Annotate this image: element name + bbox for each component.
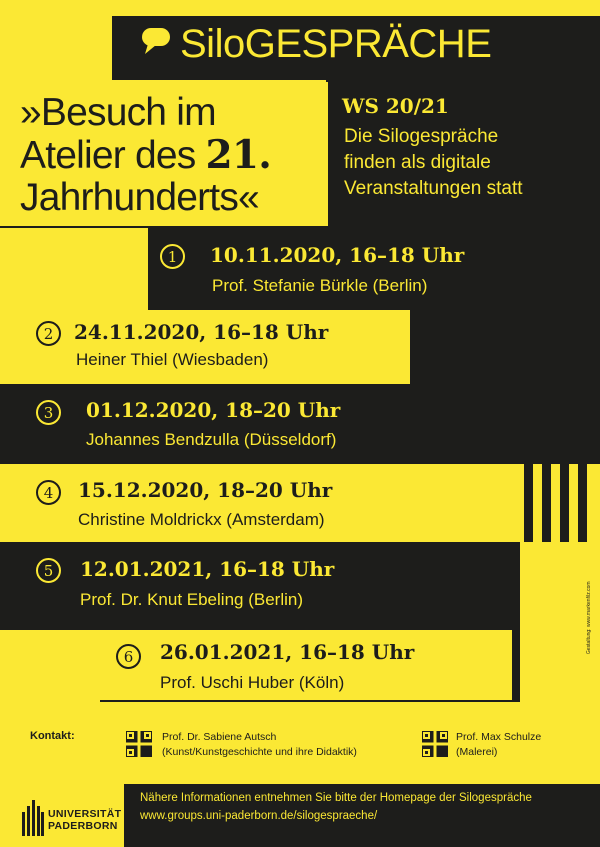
event-4-speaker: Christine Moldrickx (Amsterdam) [78, 510, 325, 529]
event-6-number-badge: 6 [116, 644, 141, 669]
semester-label: WS 20/21 [342, 94, 449, 118]
event-5-date: 12.01.2021, 16–18 Uhr [80, 557, 335, 581]
stripe-2 [542, 422, 551, 542]
contact-person-1-dept: (Kunst/Kunstgeschichte und ihre Didaktik) [162, 746, 357, 758]
event-5-speaker: Prof. Dr. Knut Ebeling (Berlin) [80, 590, 303, 609]
event-3-speaker: Johannes Bendzulla (Düsseldorf) [86, 430, 337, 449]
event-6-speaker: Prof. Uschi Huber (Köln) [160, 673, 345, 692]
contact-person-1-name: Prof. Dr. Sabiene Autsch [162, 731, 277, 743]
header-title: SiloGESPRÄCHE [180, 22, 492, 66]
speech-bubble-icon [140, 26, 174, 56]
qr-code-schulze [422, 731, 448, 757]
event-2-speaker: Heiner Thiel (Wiesbaden) [76, 350, 269, 369]
semester-text: Die Silogespräche finden als digitale Veranstaltungen statt [344, 126, 523, 199]
event-4-number-badge: 4 [36, 480, 61, 505]
event-3-number-badge: 3 [36, 400, 61, 425]
footer-info: Nähere Informationen entnehmen Sie bitte der Homepage der Silogespräche [140, 792, 532, 804]
event-4-block [0, 464, 520, 542]
event-3-date: 01.12.2020, 18–20 Uhr [86, 398, 341, 422]
topic-line3: Jahrhunderts« [20, 176, 259, 219]
contact-person-2-name: Prof. Max Schulze [456, 731, 542, 743]
topic-title [20, 92, 271, 219]
design-credit: Gestaltung: www.markenfilz.com [586, 581, 592, 654]
event-5-number-badge: 5 [36, 558, 61, 583]
event-1-number-badge: 1 [160, 244, 185, 269]
contact-person-2-dept: (Malerei) [456, 746, 498, 758]
stripe-1 [524, 422, 533, 542]
footer-url-link[interactable]: www.groups.uni-paderborn.de/silogespraeche/ [140, 810, 378, 822]
university-logo-icon [22, 798, 44, 836]
event-2-date: 24.11.2020, 16–18 Uhr [74, 320, 329, 344]
event-2-number-badge: 2 [36, 321, 61, 346]
stripe-3 [560, 422, 569, 542]
topic-line1: »Besuch im [20, 91, 216, 134]
topic-number: 21. [205, 132, 271, 178]
event-3-block [0, 384, 600, 464]
contact-label: Kontakt: [30, 730, 75, 742]
university-name: UNIVERSITÄT PADERBORN [48, 808, 122, 832]
qr-code-autsch [126, 731, 152, 757]
topic-line2: Atelier des 21. [20, 132, 271, 178]
event-4-date: 15.12.2020, 18–20 Uhr [78, 478, 333, 502]
event-6-date: 26.01.2021, 16–18 Uhr [160, 640, 415, 664]
event-2-side [410, 310, 600, 384]
event-1-speaker: Prof. Stefanie Bürkle (Berlin) [212, 276, 428, 295]
contact-person-2 [456, 730, 541, 760]
event-1-block [148, 228, 600, 310]
contact-person-1 [162, 730, 357, 760]
stripe-4 [578, 422, 587, 542]
event-5-block [0, 542, 520, 630]
event-1-date: 10.11.2020, 16–18 Uhr [210, 243, 465, 267]
